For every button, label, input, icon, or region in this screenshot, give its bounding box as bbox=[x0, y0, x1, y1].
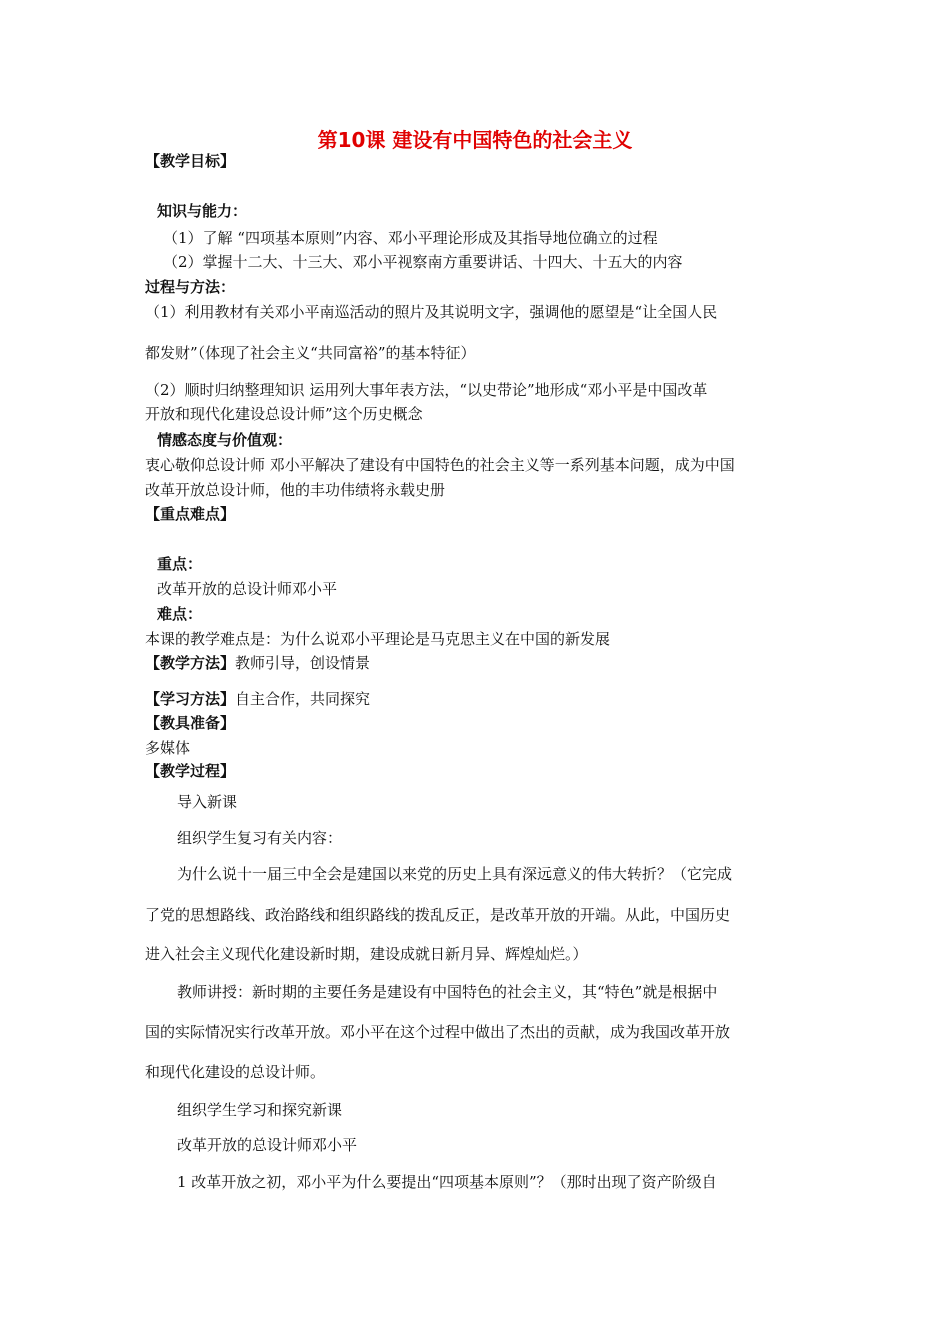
key-label: 重点： bbox=[157, 555, 203, 573]
paragraph-1: 1 改革开放之初，邓小平为什么要提出“四项基本原则”？（那时出现了资产阶级自 bbox=[177, 1173, 717, 1191]
teacher-line-1: 教师讲授：新时期的主要任务是建设有中国特色的社会主义，其“特色”就是根据中 bbox=[177, 983, 718, 1001]
goals-heading: 【教学目标】 bbox=[145, 152, 236, 170]
process-item-2-line-1: （2）顺时归纳整理知识 运用列大事年表方法，“以史带论”地形成“邓小平是中国改革 bbox=[145, 381, 708, 399]
process-heading: 过程与方法： bbox=[145, 278, 236, 296]
key-points-heading: 【重点难点】 bbox=[145, 505, 236, 523]
emotion-line-2: 改革开放总设计师，他的丰功伟绩将永载史册 bbox=[145, 481, 446, 499]
process-item-1-line-2: 都发财”（体现了社会主义“共同富裕”的基本特征） bbox=[145, 344, 476, 362]
section-title: 改革开放的总设计师邓小平 bbox=[177, 1136, 358, 1154]
teaching-method-line bbox=[145, 653, 370, 673]
difficulty-text: 本课的教学难点是：为什么说邓小平理论是马克思主义在中国的新发展 bbox=[145, 630, 611, 648]
knowledge-item-2: （2）掌握十二大、十三大、邓小平视察南方重要讲话、十四大、十五大的内容 bbox=[163, 253, 683, 271]
question-line-3: 进入社会主义现代化建设新时期，建设成就日新月异、辉煌灿烂。） bbox=[145, 945, 588, 963]
teaching-method-label: 【教学方法】 bbox=[145, 654, 236, 672]
process-item-2-line-2: 开放和现代化建设总设计师”这个历史概念 bbox=[145, 405, 423, 423]
knowledge-heading: 知识与能力： bbox=[157, 202, 248, 220]
lesson-title: 第10课 建设有中国特色的社会主义 bbox=[317, 128, 633, 152]
question-line-1: 为什么说十一届三中全会是建国以来党的历史上具有深远意义的伟大转折？（它完成 bbox=[177, 865, 733, 883]
procedure-heading: 【教学过程】 bbox=[145, 762, 236, 780]
process-item-1-line-1: （1）利用教材有关邓小平南巡活动的照片及其说明文字，强调他的愿望是“让全国人民 bbox=[145, 303, 718, 321]
explore-text: 组织学生学习和探究新课 bbox=[177, 1101, 343, 1119]
emotion-line-1: 衷心敬仰总设计师 邓小平解决了建设有中国特色的社会主义等一系列基本问题，成为中国 bbox=[145, 456, 735, 474]
knowledge-item-1: （1）了解 “四项基本原则”内容、邓小平理论形成及其指导地位确立的过程 bbox=[163, 229, 658, 247]
tools-heading: 【教具准备】 bbox=[145, 714, 236, 732]
difficulty-label: 难点： bbox=[157, 605, 203, 623]
intro-text: 导入新课 bbox=[177, 793, 238, 811]
teacher-line-2: 国的实际情况实行改革开放。邓小平在这个过程中做出了杰出的贡献，成为我国改革开放 bbox=[145, 1023, 731, 1041]
emotion-heading: 情感态度与价值观： bbox=[157, 431, 293, 449]
study-method-line bbox=[145, 689, 370, 709]
teacher-line-3: 和现代化建设的总设计师。 bbox=[145, 1063, 326, 1081]
key-text: 改革开放的总设计师邓小平 bbox=[157, 580, 338, 598]
study-method-text: 自主合作，共同探究 bbox=[235, 690, 371, 708]
tools-text: 多媒体 bbox=[145, 739, 191, 757]
question-line-2: 了党的思想路线、政治路线和组织路线的拨乱反正，是改革开放的开端。从此，中国历史 bbox=[145, 906, 731, 924]
teaching-method-text: 教师引导，创设情景 bbox=[235, 654, 371, 672]
review-text: 组织学生复习有关内容： bbox=[177, 829, 343, 847]
study-method-label: 【学习方法】 bbox=[145, 690, 236, 708]
